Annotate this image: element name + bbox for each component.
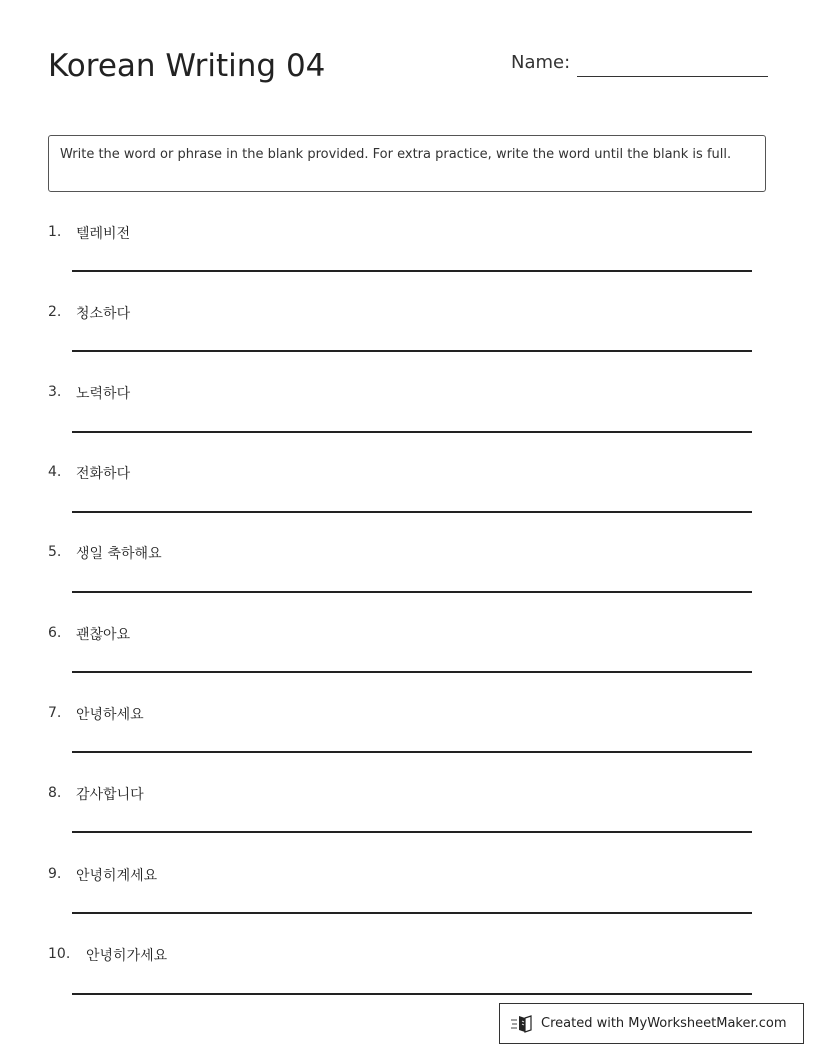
- answer-line[interactable]: [72, 912, 752, 914]
- item-word: 텔레비전: [76, 226, 131, 242]
- list-item: [48, 946, 752, 1006]
- item-word: 전화하다: [76, 466, 131, 482]
- list-item: [48, 304, 752, 364]
- answer-line[interactable]: [72, 751, 752, 753]
- name-label: Name:: [511, 52, 571, 73]
- item-number: 5.: [48, 544, 62, 560]
- answer-line[interactable]: [72, 431, 752, 433]
- item-word: 안녕히계세요: [76, 868, 158, 884]
- item-number: 2.: [48, 304, 62, 320]
- item-word: 안녕히가세요: [86, 948, 168, 964]
- name-blank-line[interactable]: [577, 76, 768, 77]
- footer-credit-badge[interactable]: [499, 1003, 804, 1044]
- item-number: 8.: [48, 785, 62, 801]
- name-field: [511, 52, 769, 80]
- list-item: [48, 384, 752, 444]
- answer-line[interactable]: [72, 671, 752, 673]
- footer-credit-text: Created with MyWorksheetMaker.com: [541, 1016, 787, 1031]
- item-word: 안녕하세요: [76, 707, 144, 723]
- answer-line[interactable]: [72, 993, 752, 995]
- instructions-box: Write the word or phrase in the blank provided. For extra practice, write the word until the blank is full.: [48, 135, 766, 192]
- item-number: 1.: [48, 224, 62, 240]
- item-number: 7.: [48, 705, 62, 721]
- item-number: 10.: [48, 946, 71, 962]
- item-word: 감사합니다: [76, 787, 144, 803]
- item-number: 3.: [48, 384, 62, 400]
- answer-line[interactable]: [72, 591, 752, 593]
- item-number: 9.: [48, 866, 62, 882]
- list-item: [48, 544, 752, 604]
- list-item: [48, 866, 752, 926]
- item-word: 괜찮아요: [76, 627, 131, 643]
- list-item: [48, 224, 752, 284]
- list-item: [48, 785, 752, 845]
- page-title: Korean Writing 04: [48, 48, 326, 84]
- item-word: 생일 축하해요: [76, 546, 162, 562]
- list-item: [48, 464, 752, 524]
- item-word: 청소하다: [76, 306, 131, 322]
- answer-line[interactable]: [72, 511, 752, 513]
- answer-line[interactable]: [72, 270, 752, 272]
- book-icon: [511, 1014, 533, 1034]
- answer-line[interactable]: [72, 350, 752, 352]
- item-word: 노력하다: [76, 386, 131, 402]
- list-item: [48, 705, 752, 765]
- item-number: 4.: [48, 464, 62, 480]
- answer-line[interactable]: [72, 831, 752, 833]
- list-item: [48, 625, 752, 685]
- item-number: 6.: [48, 625, 62, 641]
